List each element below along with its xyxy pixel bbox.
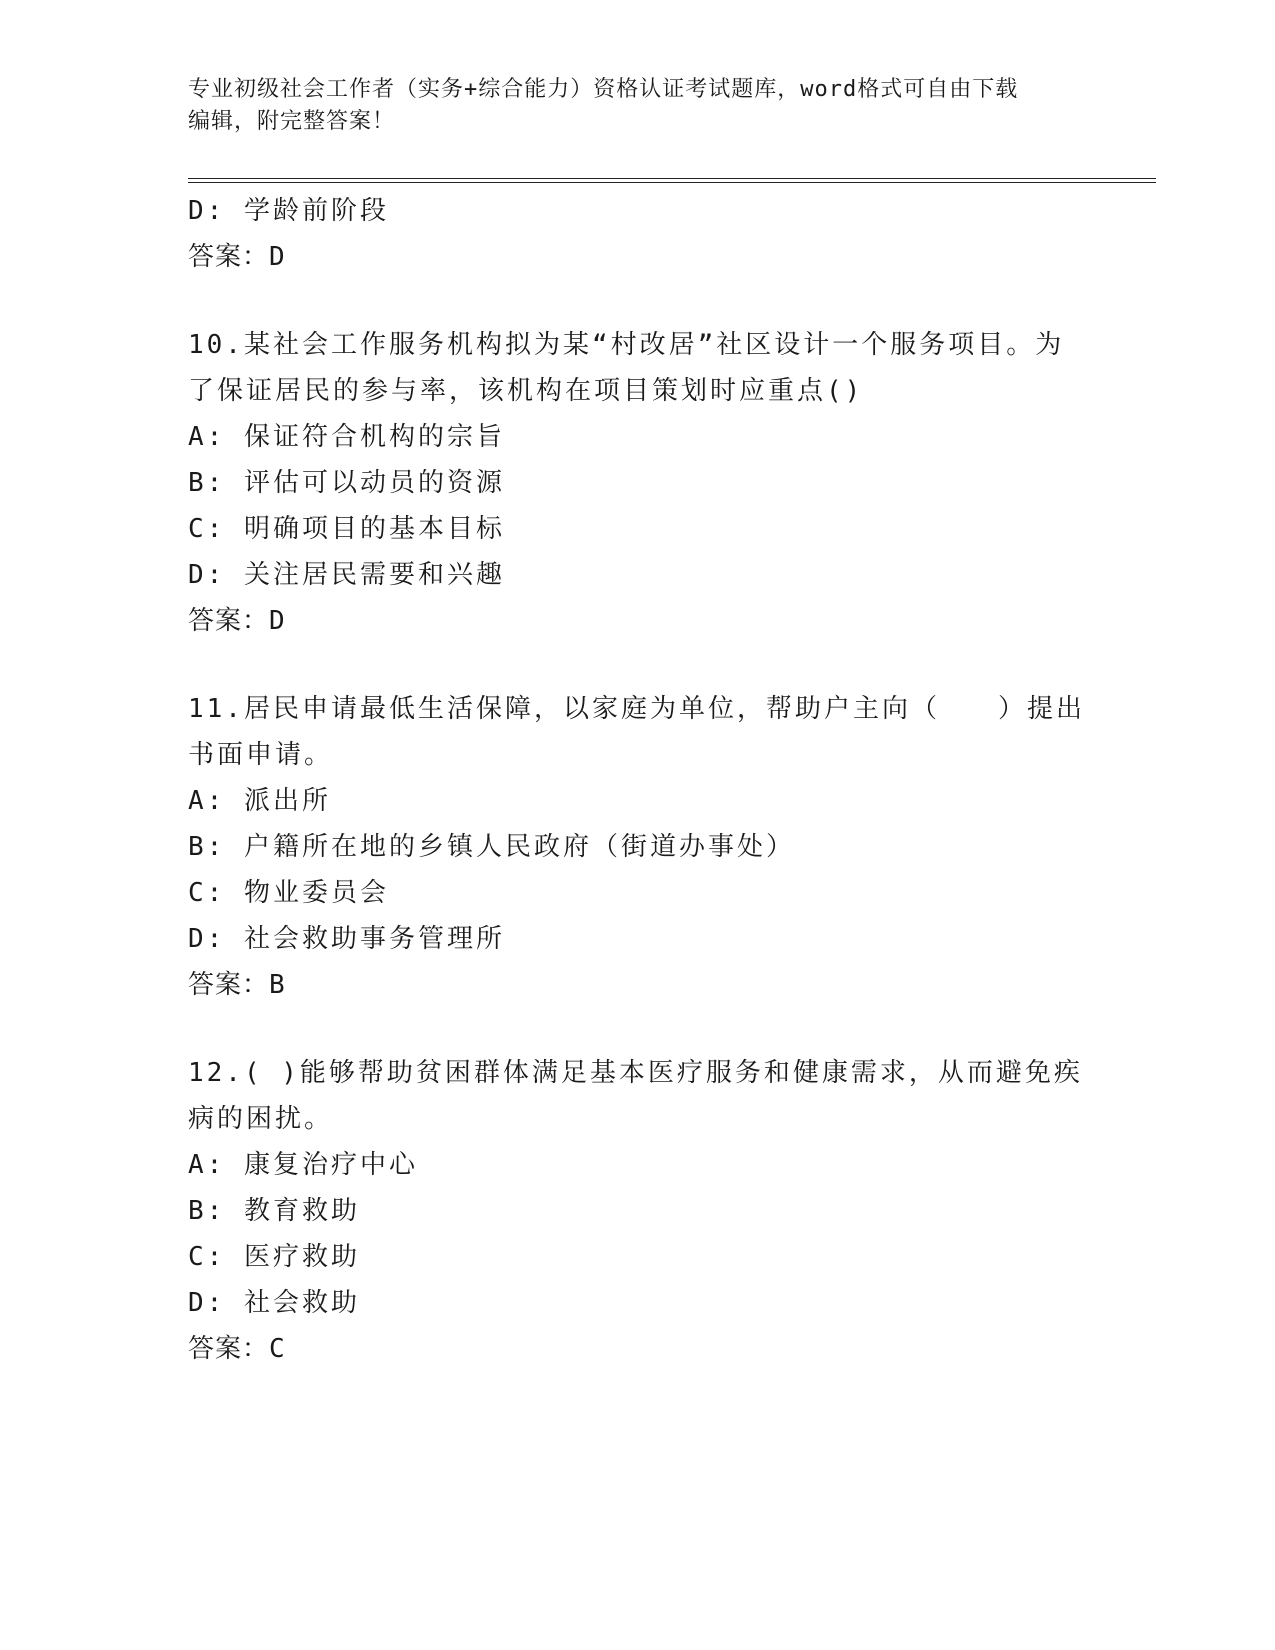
- question-stem: 11.居民申请最低生活保障，以家庭为单位，帮助户主向（ ）提出: [188, 694, 1085, 724]
- option-b: B: 评估可以动员的资源: [188, 468, 505, 498]
- option-c: C: 明确项目的基本目标: [188, 514, 505, 544]
- answer-line: 答案：D: [188, 606, 286, 636]
- question-stem: 了保证居民的参与率，该机构在项目策划时应重点(): [188, 376, 864, 406]
- option-d: D: 社会救助事务管理所: [188, 924, 505, 954]
- header-line-1: 专业初级社会工作者（实务+综合能力）资格认证考试题库，word格式可自由下载: [188, 77, 1019, 102]
- header-divider: [188, 178, 1156, 183]
- question-stem: 10.某社会工作服务机构拟为某“村改居”社区设计一个服务项目。为: [188, 330, 1065, 360]
- option-b: B: 教育救助: [188, 1196, 360, 1226]
- option-c: C: 医疗救助: [188, 1242, 360, 1272]
- question-11: [188, 686, 1088, 1008]
- question-stem: 书面申请。: [188, 740, 334, 770]
- option-c: C: 物业委员会: [188, 878, 389, 908]
- question-stem: 病的困扰。: [188, 1104, 334, 1134]
- option-a: A: 康复治疗中心: [188, 1150, 418, 1180]
- answer-line: 答案：C: [188, 1334, 286, 1364]
- question-content: [188, 188, 1088, 1372]
- header-line-2: 编辑，附完整答案！: [188, 109, 396, 134]
- question-10: [188, 322, 1088, 644]
- option-d: D: 学龄前阶段: [188, 196, 389, 226]
- question-stem: 12.( )能够帮助贫困群体满足基本医疗服务和健康需求，从而避免疾: [188, 1058, 1083, 1088]
- option-d: D: 社会救助: [188, 1288, 360, 1318]
- option-d: D: 关注居民需要和兴趣: [188, 560, 505, 590]
- question-12: [188, 1050, 1088, 1372]
- option-b: B: 户籍所在地的乡镇人民政府（街道办事处）: [188, 832, 795, 862]
- document-header: [188, 74, 1088, 138]
- answer-line: 答案：D: [188, 242, 286, 272]
- answer-line: 答案：B: [188, 970, 286, 1000]
- option-a: A: 保证符合机构的宗旨: [188, 422, 505, 452]
- option-a: A: 派出所: [188, 786, 331, 816]
- previous-question-tail: [188, 188, 1088, 280]
